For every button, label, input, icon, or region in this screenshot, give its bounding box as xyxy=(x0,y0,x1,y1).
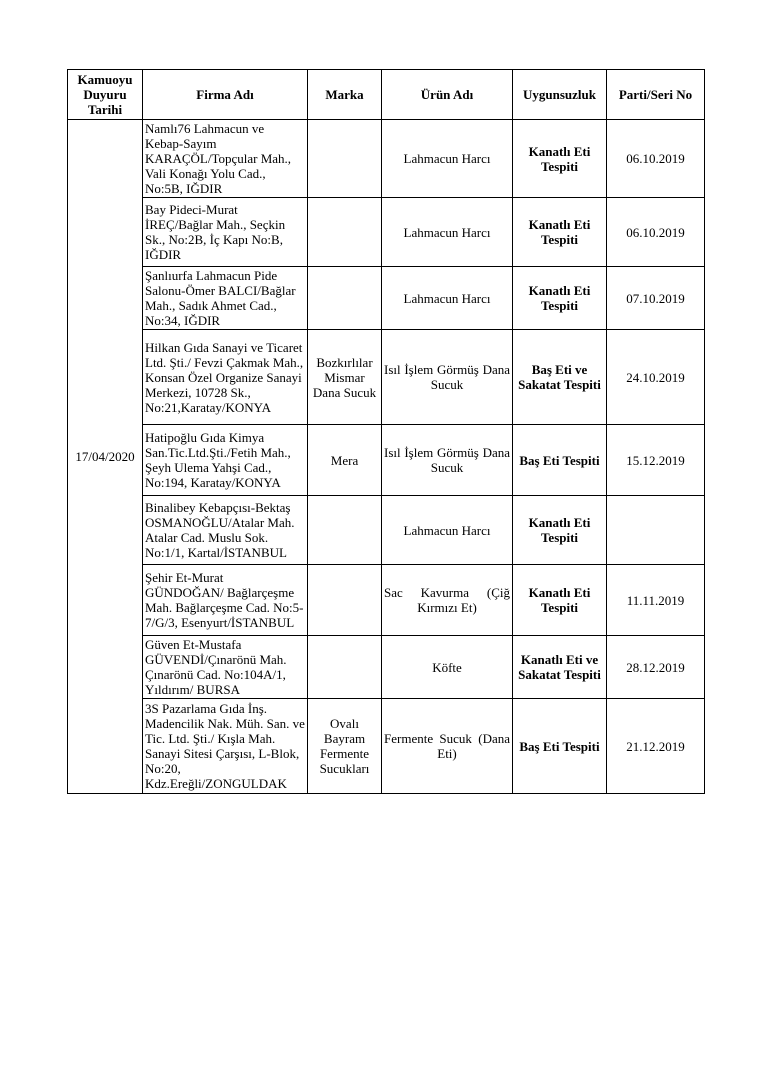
firma-cell: Güven Et-Mustafa GÜVENDİ/Çınarönü Mah. Çınarönü Cad. No:104A/1, Yıldırım/ BURSA xyxy=(143,636,308,699)
table-row xyxy=(68,425,705,496)
urun-cell: Lahmacun Harcı xyxy=(382,496,513,565)
table-row xyxy=(68,330,705,425)
uygunsuzluk-cell: Baş Eti Tespiti xyxy=(513,425,607,496)
marka-cell xyxy=(308,496,382,565)
header-cell-uygunsuzluk: Uygunsuzluk xyxy=(513,70,607,120)
parti-cell: 24.10.2019 xyxy=(607,330,705,425)
marka-cell: Ovalı Bayram Fermente Sucukları xyxy=(308,699,382,794)
firma-cell: Hilkan Gıda Sanayi ve Ticaret Ltd. Şti./ Fevzi Çakmak Mah., Konsan Özel Organize Sanayi Merkezi, 10728 Sk., No:21,Karatay/KONYA xyxy=(143,330,308,425)
uygunsuzluk-cell: Kanatlı Eti ve Sakatat Tespiti xyxy=(513,636,607,699)
inspection-table xyxy=(67,69,705,794)
parti-cell xyxy=(607,496,705,565)
marka-cell: Bozkırlılar Mismar Dana Sucuk xyxy=(308,330,382,425)
urun-cell: Sac Kavurma (Çiğ Kırmızı Et) xyxy=(382,565,513,636)
parti-cell: 21.12.2019 xyxy=(607,699,705,794)
table-row xyxy=(68,699,705,794)
uygunsuzluk-cell: Kanatlı Eti Tespiti xyxy=(513,198,607,267)
urun-cell: Fermente Sucuk (Dana Eti) xyxy=(382,699,513,794)
parti-cell: 28.12.2019 xyxy=(607,636,705,699)
parti-cell: 11.11.2019 xyxy=(607,565,705,636)
urun-cell: Lahmacun Harcı xyxy=(382,267,513,330)
marka-cell xyxy=(308,636,382,699)
uygunsuzluk-cell: Kanatlı Eti Tespiti xyxy=(513,267,607,330)
table-row xyxy=(68,120,705,198)
header-row xyxy=(68,70,705,120)
table-row xyxy=(68,636,705,699)
parti-cell: 06.10.2019 xyxy=(607,120,705,198)
firma-cell: Şehir Et-Murat GÜNDOĞAN/ Bağlarçeşme Mah. Bağlarçeşme Cad. No:5-7/G/3, Esenyurt/İSTANBUL xyxy=(143,565,308,636)
table-row xyxy=(68,565,705,636)
marka-cell xyxy=(308,120,382,198)
header-cell-marka: Marka xyxy=(308,70,382,120)
uygunsuzluk-cell: Baş Eti Tespiti xyxy=(513,699,607,794)
urun-cell: Lahmacun Harcı xyxy=(382,120,513,198)
table-row xyxy=(68,267,705,330)
date-column-right-border-stub xyxy=(142,770,143,782)
uygunsuzluk-cell: Kanatlı Eti Tespiti xyxy=(513,120,607,198)
parti-cell: 06.10.2019 xyxy=(607,198,705,267)
marka-cell xyxy=(308,267,382,330)
urun-cell: Lahmacun Harcı xyxy=(382,198,513,267)
marka-cell xyxy=(308,565,382,636)
table-row xyxy=(68,496,705,565)
header-cell-firma-adi: Firma Adı xyxy=(143,70,308,120)
firma-cell: 3S Pazarlama Gıda İnş. Madencilik Nak. Müh. San. ve Tic. Ltd. Şti./ Kışla Mah. Sanayi Sitesi Çarşısı, L-Blok, No:20, Kdz.Ereğli/ZONGULDAK xyxy=(143,699,308,794)
uygunsuzluk-cell: Kanatlı Eti Tespiti xyxy=(513,565,607,636)
urun-cell: Isıl İşlem Görmüş Dana Sucuk xyxy=(382,425,513,496)
urun-cell: Köfte xyxy=(382,636,513,699)
header-cell-kamuoyu-duyuru-tarihi: Kamuoyu Duyuru Tarihi xyxy=(68,70,143,120)
header-cell-parti-seri-no: Parti/Seri No xyxy=(607,70,705,120)
table-row xyxy=(68,198,705,267)
header-cell-urun-adi: Ürün Adı xyxy=(382,70,513,120)
firma-cell: Namlı76 Lahmacun ve Kebap-Sayım KARAÇÖL/Topçular Mah., Vali Konağı Yolu Cad., No:5B, IĞDIR xyxy=(143,120,308,198)
parti-cell: 15.12.2019 xyxy=(607,425,705,496)
table-container xyxy=(67,69,704,794)
uygunsuzluk-cell: Baş Eti ve Sakatat Tespiti xyxy=(513,330,607,425)
date-column-left-border-stub xyxy=(67,770,68,782)
firma-cell: Şanlıurfa Lahmacun Pide Salonu-Ömer BALCI/Bağlar Mah., Sadık Ahmet Cad., No:34, IĞDIR xyxy=(143,267,308,330)
marka-cell xyxy=(308,198,382,267)
date-cell: 17/04/2020 xyxy=(68,120,143,794)
parti-cell: 07.10.2019 xyxy=(607,267,705,330)
urun-cell: Isıl İşlem Görmüş Dana Sucuk xyxy=(382,330,513,425)
firma-cell: Binalibey Kebapçısı-Bektaş OSMANOĞLU/Atalar Mah. Atalar Cad. Muslu Sok. No:1/1, Kartal/İSTANBUL xyxy=(143,496,308,565)
firma-cell: Bay Pideci-Murat İREÇ/Bağlar Mah., Seçkin Sk., No:2B, İç Kapı No:B, IĞDIR xyxy=(143,198,308,267)
marka-cell: Mera xyxy=(308,425,382,496)
firma-cell: Hatipoğlu Gıda Kimya San.Tic.Ltd.Şti./Fetih Mah., Şeyh Ulema Yahşi Cad., No:194, Karatay/KONYA xyxy=(143,425,308,496)
uygunsuzluk-cell: Kanatlı Eti Tespiti xyxy=(513,496,607,565)
